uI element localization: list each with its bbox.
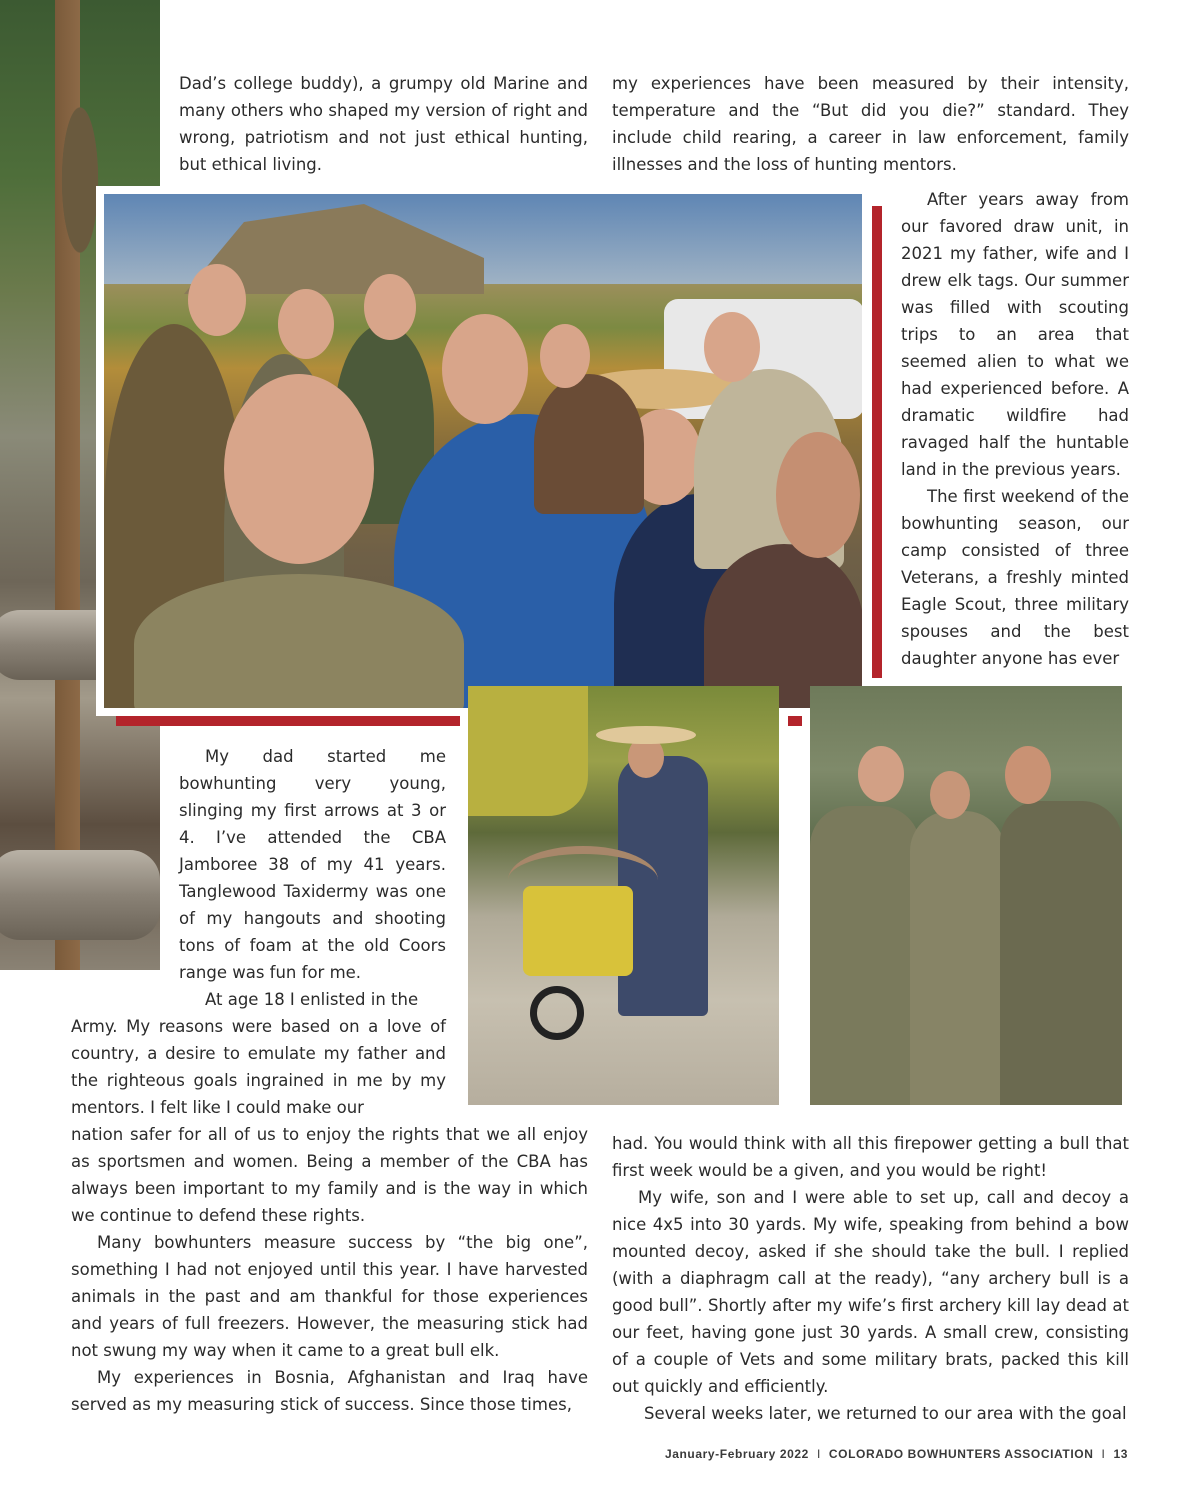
paragraph: My experiences in Bosnia, Afghanistan and Iraq have served as my measuring stick of success. Since those times, (71, 1368, 588, 1414)
accent-bar-vertical (872, 206, 882, 678)
column-left-bottom-text (71, 1121, 588, 1418)
paragraph: Dad’s college buddy), a grumpy old Marine and many others who shaped my version of right and wrong, patriotism and not just ethical hunting, but ethical living. (179, 74, 588, 174)
paragraph: nation safer for all of us to enjoy the rights that we all enjoy as sportsmen and women. Being a member of the CBA has always been important to my family and is the way in which we continue to defend these rights. (71, 1125, 588, 1225)
page-footer (665, 1447, 1128, 1461)
footer-separator: I (816, 1447, 821, 1461)
accent-bar-small (788, 716, 802, 726)
column-right-side-text (901, 186, 1129, 672)
column-left-top-text (179, 70, 588, 178)
paragraph: After years away from our favored draw unit, in 2021 my father, wife and I drew elk tags. Our summer was filled with scouting trips to an area that seemed alien to what we had experienced before. A dramatic wildfire had ravaged half the huntable land in the previous years. (901, 190, 1129, 479)
column-narrow-text (179, 743, 446, 1013)
page-number: 13 (1113, 1447, 1128, 1461)
paragraph: my experiences have been measured by their intensity, temperature and the “But did you die?” standard. They include child rearing, a career in law enforcement, family illnesses and the loss of hunting mentors. (612, 74, 1129, 174)
footer-separator: I (1101, 1447, 1106, 1461)
teen-elk-cart-photo (468, 686, 779, 1105)
issue-date: January-February 2022 (664, 1447, 809, 1461)
three-hunters-photo (810, 686, 1122, 1105)
column-left-mid-text (71, 1013, 446, 1121)
accent-bar-horizontal (116, 716, 460, 726)
paragraph: Several weeks later, we returned to our area with the goal (644, 1404, 1127, 1423)
column-right-bottom-text (612, 1130, 1129, 1427)
group-selfie-photo (96, 186, 870, 716)
paragraph: My wife, son and I were able to set up, call and decoy a nice 4x5 into 30 yards. My wife, speaking from behind a bow mounted decoy, asked if she should take the bull. I replied (with a diaphragm call at the ready), “any archery bull is a good bull”. Shortly after my wife’s first archery kill lay dead at our feet, having gone just 30 yards. A small crew, consisting of a couple of Vets and some military brats, packed this kill out quickly and efficiently. (612, 1188, 1129, 1396)
paragraph: At age 18 I enlisted in the (205, 990, 419, 1009)
paragraph: Many bowhunters measure success by “the big one”, something I had not enjoyed until this year. I have harvested animals in the past and am thankful for those experiences and years of full freezers. However, the measuring stick had not swung my way when it came to a great bull elk. (71, 1233, 588, 1360)
paragraph: had. You would think with all this firepower getting a bull that first week would be a given, and you would be right! (612, 1134, 1129, 1180)
publication-name: COLORADO BOWHUNTERS ASSOCIATION (828, 1447, 1094, 1461)
paragraph: My dad started me bowhunting very young, slinging my first arrows at 3 or 4. I’ve attended the CBA Jamboree 38 of my 41 years. Tanglewood Taxidermy was one of my hangouts and shooting tons of foam at the old Coors range was fun for me. (179, 747, 446, 982)
column-right-top-text (612, 70, 1129, 178)
paragraph: Army. My reasons were based on a love of country, a desire to emulate my father and the righteous goals ingrained in me by my mentors. I felt like I could make our (71, 1017, 446, 1117)
paragraph: The first weekend of the bowhunting season, our camp consisted of three Veterans, a freshly minted Eagle Scout, three military spouses and the best daughter anyone has ever (901, 487, 1129, 668)
